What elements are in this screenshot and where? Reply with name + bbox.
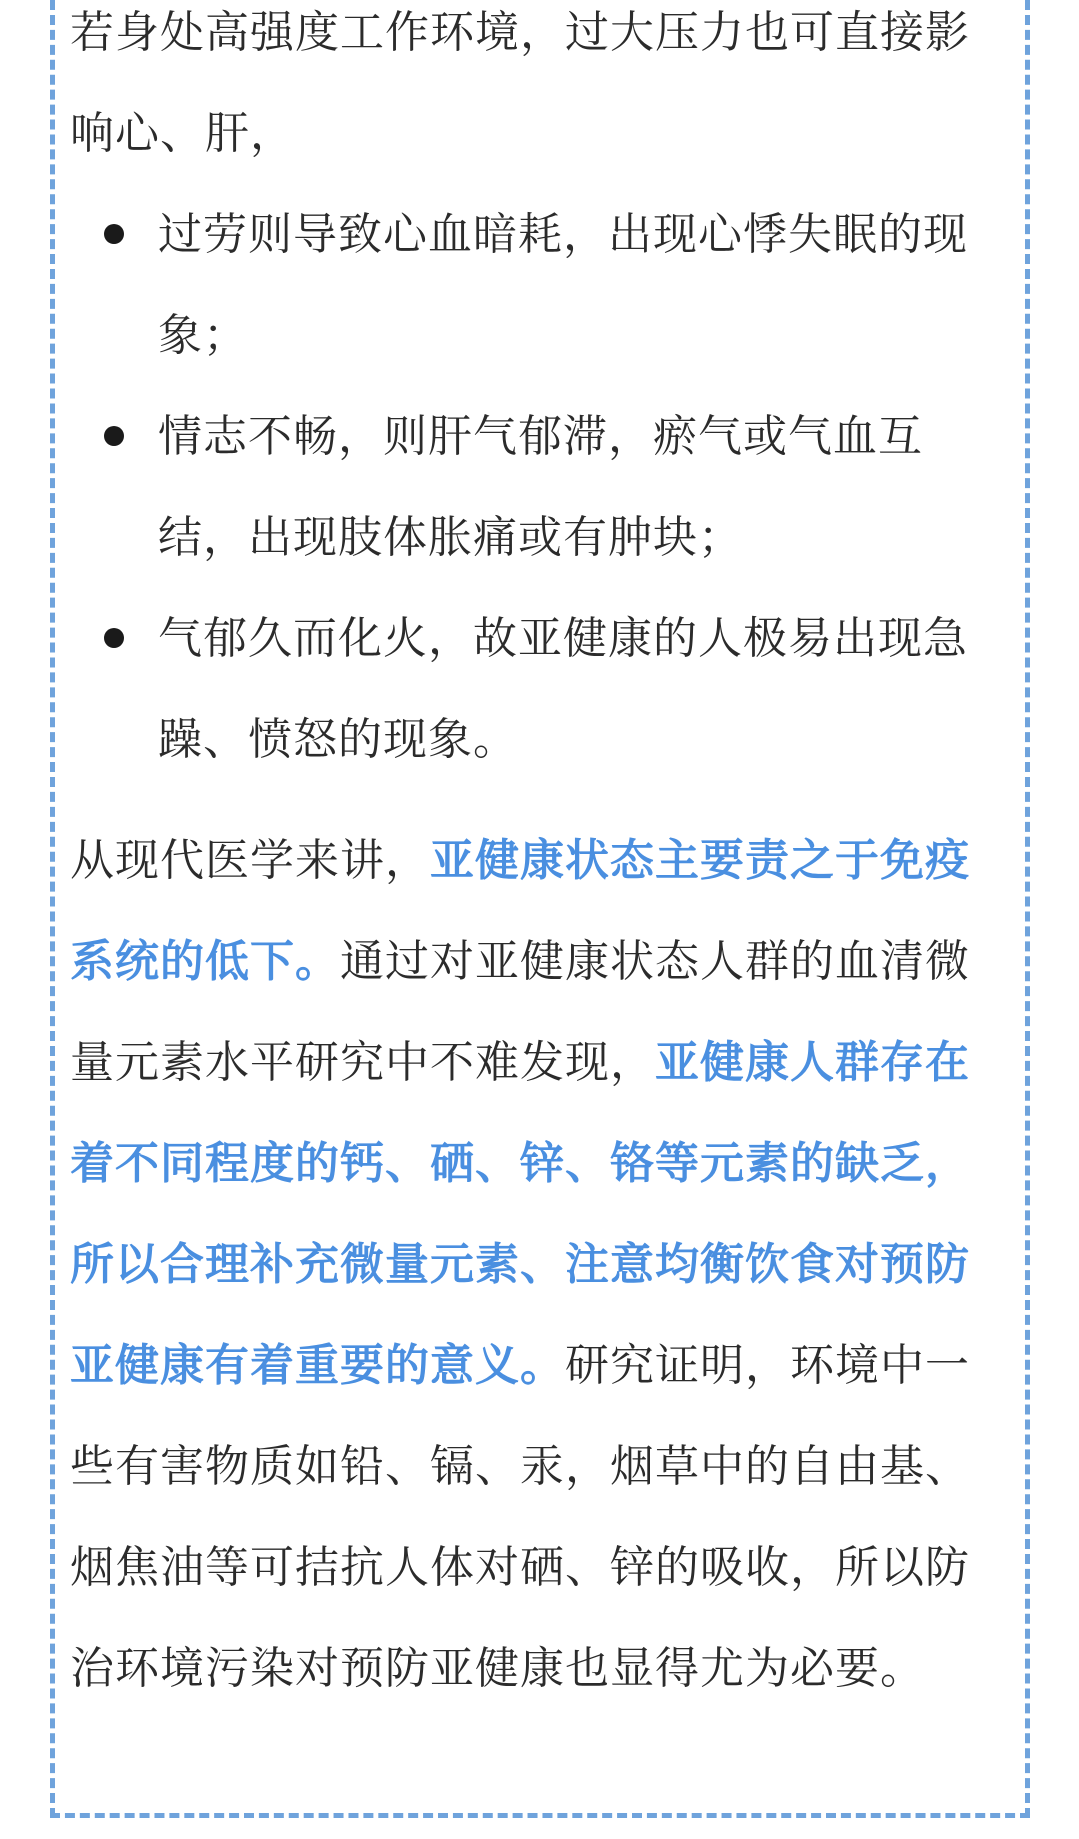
list-item [70,386,1010,588]
paragraph-text: 通过对亚健康状态人群的血清微量元素水平研究中不难发现， [70,936,970,1088]
paragraph-text: 研究证明，环境中一些有害物质如铅、镉、汞，烟草中的自由基、烟焦油等可拮抗人体对硒、锌的吸收，所以防治环境污染对预防亚健康也显得尤为必要。 [70,1340,970,1694]
intro-paragraph: 若身处高强度工作环境，过大压力也可直接影响心、肝， [70,7,970,159]
bullet-dot-icon [104,426,124,446]
medical-paragraph [70,810,1010,1719]
bullet-dot-icon [104,224,124,244]
highlight-text: 亚健康人群存在着不同程度的钙、硒、锌、铬等元素的缺乏，所以合理补充微量元素、注意均衡饮食对预防亚健康有着重要的意义。 [70,1037,970,1391]
list-item-text: 情志不畅，则肝气郁滞，瘀气或气血互结，出现肢体胀痛或有肿块； [158,411,923,563]
bullet-list [70,184,1010,790]
bullet-dot-icon [104,628,124,648]
list-item [70,184,1010,386]
paragraph-text: 从现代医学来讲， [70,835,430,886]
article-content [70,0,1010,1719]
list-item-text: 过劳则导致心血暗耗，出现心悸失眠的现象； [158,209,968,361]
highlight-text: 亚健康状态主要责之于免疫系统的低下。 [70,835,970,987]
list-item-text: 气郁久而化火，故亚健康的人极易出现急躁、愤怒的现象。 [158,613,968,765]
list-item [70,588,1010,790]
